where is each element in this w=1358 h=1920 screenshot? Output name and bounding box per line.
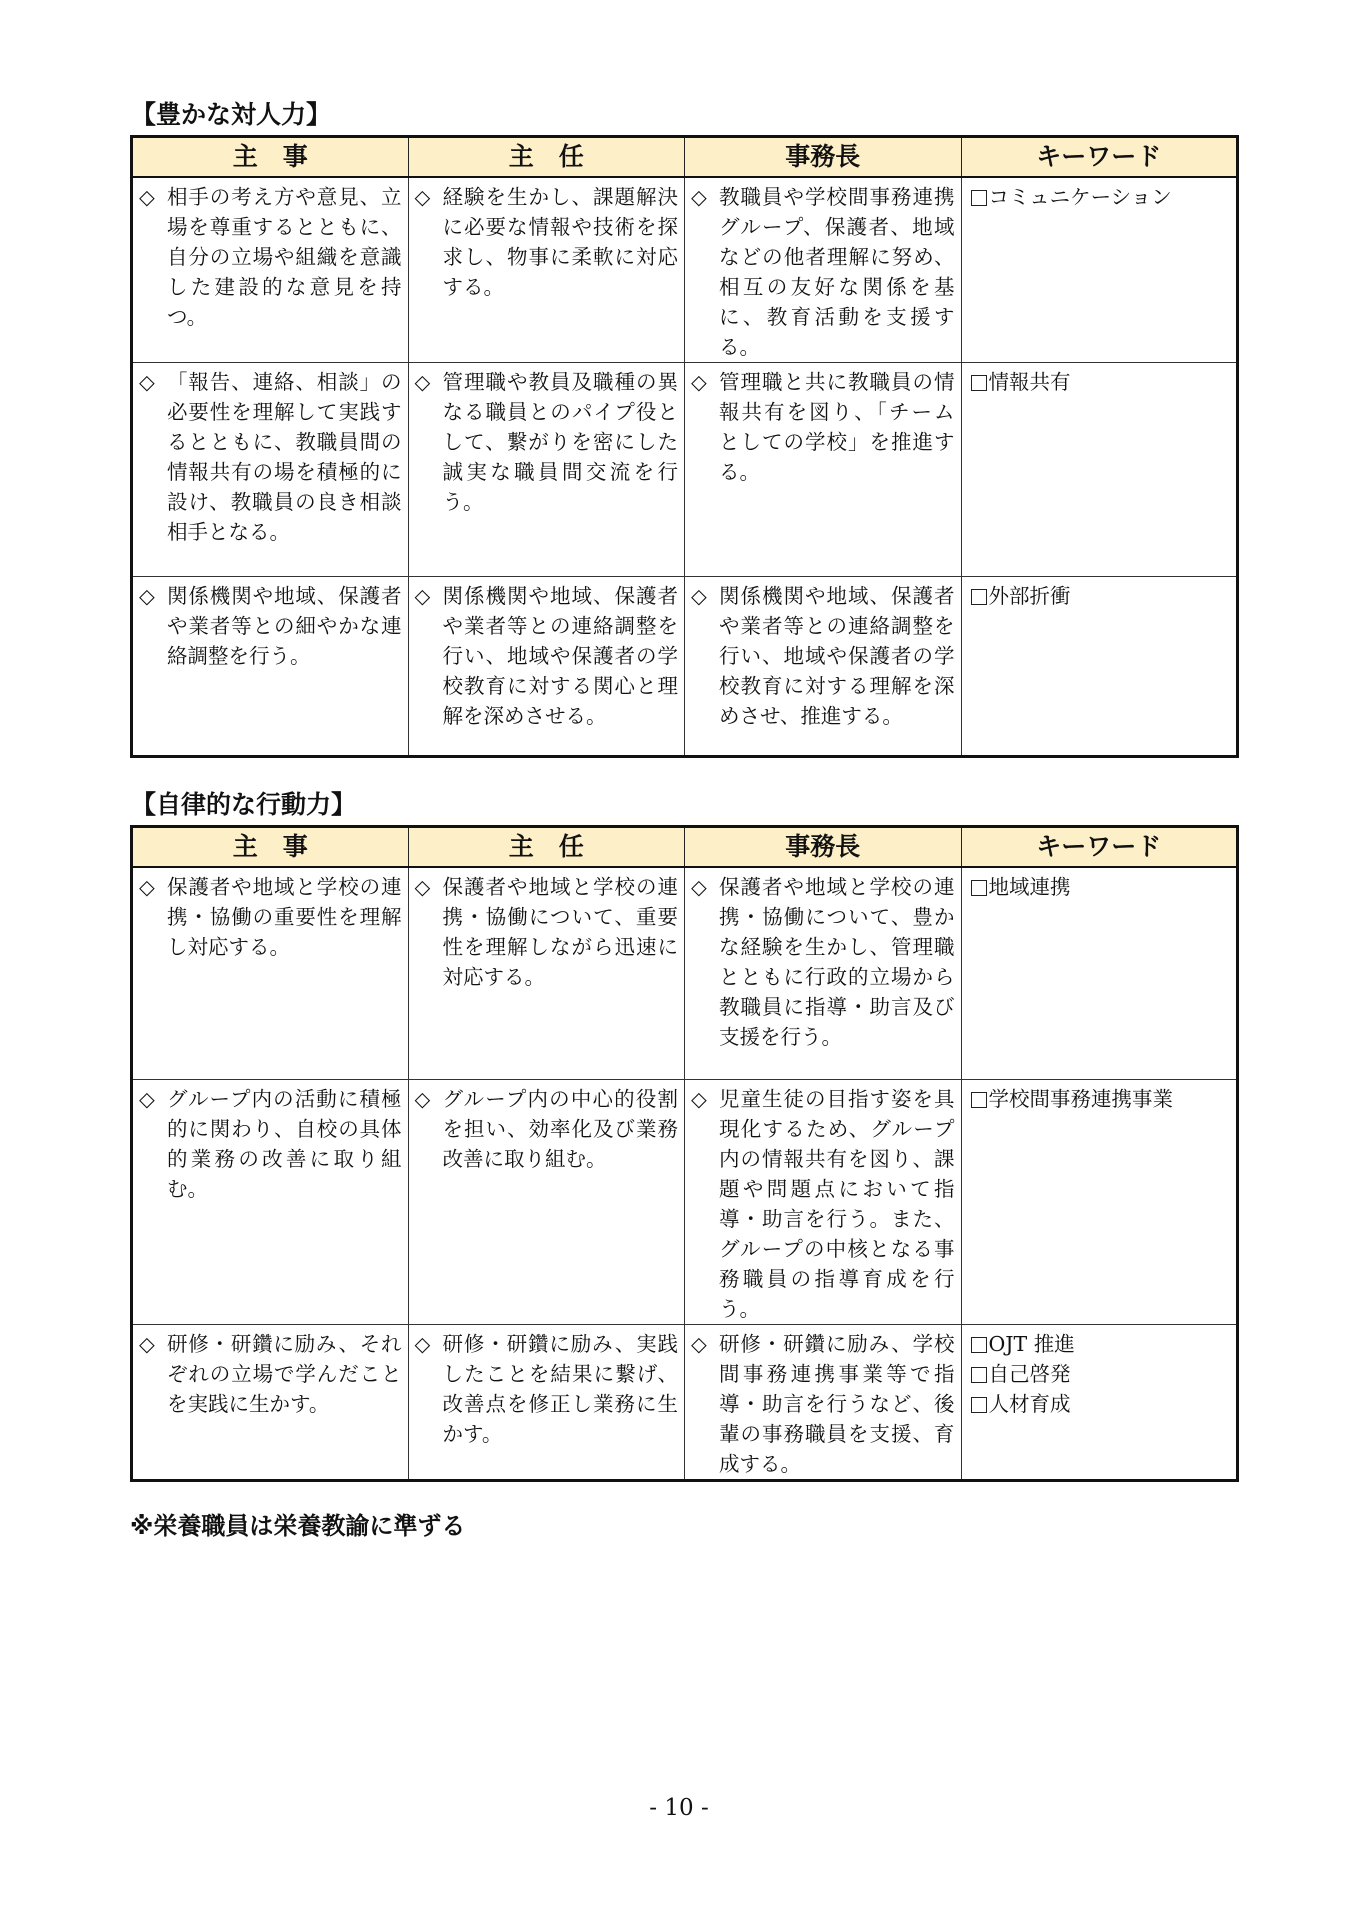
diamond-bullet-icon: ◇ [139,185,155,209]
cell-jimucho: ◇ 研修・研鑽に励み、学校間事務連携事業等で指導・助言を行うなど、後輩の事務職員を支援、育成する。 [685,1324,962,1480]
cell-shuji: ◇ 「報告、連絡、相談」の必要性を理解して実践するとともに、教職員間の情報共有の場を積極的に設け、教職員の良き相談相手となる。 [132,363,409,577]
keyword-item: 地域連携 [968,872,1231,902]
keyword-item: 自己啓発 [968,1359,1231,1389]
diamond-bullet-icon: ◇ [414,370,431,394]
cell-jimucho: ◇ 関係機関や地域、保護者や業者等との連絡調整を行い、地域や保護者の学校教育に対する理解を深めさせ、推進する。 [685,577,962,757]
diamond-bullet-icon: ◇ [691,1331,707,1356]
header-keyword: キーワード [961,137,1238,178]
diamond-bullet-icon: ◇ [691,875,707,899]
header-shuji: 主 事 [132,827,409,868]
cell-shuji: ◇ グループ内の活動に積極的に関わり、自校の具体的業務の改善に取り組む。 [132,1079,409,1324]
page-number: - 10 - [649,1795,709,1821]
checkbox-icon [971,589,987,605]
diamond-bullet-icon: ◇ [139,875,155,899]
diamond-bullet-icon: ◇ [414,1331,431,1356]
diamond-bullet-icon: ◇ [414,185,431,209]
cell-shunin: ◇ 研修・研鑽に励み、実践したことを結果に繋げ、改善点を修正し業務に生かす。 [408,1324,685,1480]
diamond-bullet-icon: ◇ [414,1086,431,1111]
header-shunin: 主 任 [408,827,685,868]
diamond-bullet-icon: ◇ [414,584,431,608]
footnote: ※栄養職員は栄養教諭に準ずる [130,1512,466,1540]
header-row [132,137,1238,178]
checkbox-icon [971,880,987,896]
cell-jimucho: ◇ 教職員や学校間事務連携グループ、保護者、地域などの他者理解に努め、相互の友好な関係を基に、教育活動を支援する。 [685,177,962,363]
table-row [132,577,1238,757]
header-jimucho: 事務長 [685,137,962,178]
diamond-bullet-icon: ◇ [139,370,155,394]
diamond-bullet-icon: ◇ [139,584,155,608]
table-row [132,867,1238,1079]
cell-shunin: ◇ 関係機関や地域、保護者や業者等との連絡調整を行い、地域や保護者の学校教育に対する関心と理解を深めさせる。 [408,577,685,757]
keyword-item: コミュニケーション [968,182,1231,212]
cell-shuji: ◇ 保護者や地域と学校の連携・協働の重要性を理解し対応する。 [132,867,409,1079]
cell-keyword [961,1079,1238,1324]
cell-keyword [961,363,1238,577]
cell-jimucho: ◇ 児童生徒の目指す姿を具現化するため、グループ内の情報共有を図り、課題や問題点において指導・助言を行う。また、グループの中核となる事務職員の指導育成を行う。 [685,1079,962,1324]
checkbox-icon [971,190,987,206]
cell-keyword [961,577,1238,757]
checkbox-icon [971,1397,987,1413]
cell-shunin: ◇ 管理職や教員及職種の異なる職員とのパイプ役として、繋がりを密にした誠実な職員間交流を行う。 [408,363,685,577]
cell-keyword [961,1324,1238,1480]
cell-jimucho: ◇ 管理職と共に教職員の情報共有を図り、「チームとしての学校」を推進する。 [685,363,962,577]
cell-shunin: ◇ 保護者や地域と学校の連携・協働について、重要性を理解しながら迅速に対応する。 [408,867,685,1079]
table-row [132,177,1238,363]
cell-shuji: ◇ 研修・研鑽に励み、それぞれの立場で学んだことを実践に生かす。 [132,1324,409,1480]
keyword-item: 学校間事務連携事業 [968,1084,1231,1114]
diamond-bullet-icon: ◇ [691,584,707,608]
cell-shunin: ◇ グループ内の中心的役割を担い、効率化及び業務改善に取り組む。 [408,1079,685,1324]
checkbox-icon [971,1337,987,1353]
keyword-item: 情報共有 [968,367,1231,397]
table-interpersonal [130,135,1239,758]
header-shuji: 主 事 [132,137,409,178]
cell-jimucho: ◇ 保護者や地域と学校の連携・協働について、豊かな経験を生かし、管理職とともに行政的立場から教職員に指導・助言及び支援を行う。 [685,867,962,1079]
header-jimucho: 事務長 [685,827,962,868]
table-row [132,363,1238,577]
diamond-bullet-icon: ◇ [139,1331,155,1356]
diamond-bullet-icon: ◇ [139,1086,155,1111]
table-row [132,1079,1238,1324]
cell-keyword [961,867,1238,1079]
diamond-bullet-icon: ◇ [691,185,707,209]
keyword-item: OJT 推進 [968,1329,1231,1359]
header-keyword: キーワード [961,827,1238,868]
cell-shunin: ◇ 経験を生かし、課題解決に必要な情報や技術を探求し、物事に柔軟に対応する。 [408,177,685,363]
checkbox-icon [971,375,987,391]
header-row [132,827,1238,868]
table-autonomous [130,825,1239,1482]
diamond-bullet-icon: ◇ [691,370,707,394]
diamond-bullet-icon: ◇ [691,1086,707,1111]
keyword-item: 人材育成 [968,1389,1231,1419]
keyword-item: 外部折衝 [968,581,1231,611]
cell-shuji: ◇ 相手の考え方や意見、立場を尊重するとともに、自分の立場や組織を意識した建設的な意見を持つ。 [132,177,409,363]
header-shunin: 主 任 [408,137,685,178]
table-row [132,1324,1238,1480]
section-title-interpersonal: 【豊かな対人力】 [131,100,332,129]
checkbox-icon [971,1092,987,1108]
diamond-bullet-icon: ◇ [414,875,431,899]
cell-shuji: ◇ 関係機関や地域、保護者や業者等との細やかな連絡調整を行う。 [132,577,409,757]
checkbox-icon [971,1367,987,1383]
section-title-autonomous: 【自律的な行動力】 [131,790,357,819]
cell-keyword [961,177,1238,363]
